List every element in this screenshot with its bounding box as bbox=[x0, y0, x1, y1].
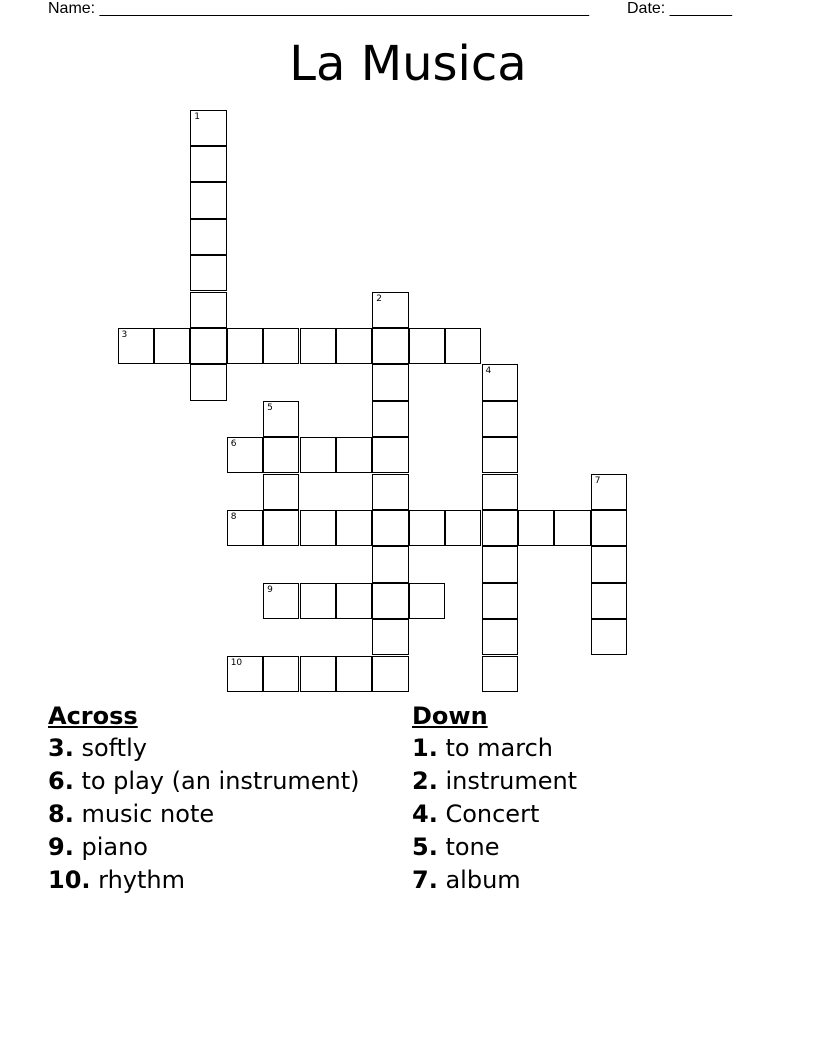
down-clue bbox=[412, 834, 772, 860]
clue-number: 4 bbox=[485, 366, 492, 377]
grid-cell[interactable] bbox=[263, 474, 299, 510]
clue-number-label: 1. bbox=[412, 734, 438, 762]
grid-cell[interactable] bbox=[336, 510, 372, 546]
grid-cell[interactable] bbox=[409, 583, 445, 619]
grid-cell[interactable] bbox=[591, 583, 627, 619]
clue-text: music note bbox=[73, 800, 215, 828]
clue-number: 9 bbox=[267, 584, 273, 595]
grid-cell[interactable] bbox=[372, 474, 408, 510]
clue-number: 3 bbox=[121, 329, 128, 340]
clue-number-label: 2. bbox=[412, 767, 438, 795]
grid-cell[interactable] bbox=[372, 328, 408, 364]
grid-cell[interactable] bbox=[190, 255, 226, 291]
clue-number: 7 bbox=[594, 475, 601, 486]
grid-cell[interactable] bbox=[190, 219, 226, 255]
grid-cell[interactable] bbox=[482, 619, 518, 655]
clue-number: 1 bbox=[194, 111, 201, 122]
grid-cell[interactable] bbox=[227, 656, 263, 692]
down-heading: Down bbox=[412, 702, 488, 730]
grid-cell[interactable] bbox=[336, 656, 372, 692]
clue-number: 5 bbox=[267, 402, 273, 413]
across-clue bbox=[48, 735, 388, 761]
clue-text: album bbox=[437, 866, 521, 894]
grid-cell[interactable] bbox=[227, 437, 263, 473]
grid-cell[interactable] bbox=[482, 437, 518, 473]
clue-text: rhythm bbox=[90, 866, 186, 894]
grid-cell[interactable] bbox=[591, 474, 627, 510]
clue-text: tone bbox=[437, 833, 500, 861]
grid-cell[interactable] bbox=[190, 110, 226, 146]
grid-cell[interactable] bbox=[372, 437, 408, 473]
down-clue bbox=[412, 768, 772, 794]
clue-text: Concert bbox=[437, 800, 540, 828]
clue-text: piano bbox=[73, 833, 148, 861]
grid-cell[interactable] bbox=[190, 182, 226, 218]
grid-cell[interactable] bbox=[482, 546, 518, 582]
grid-cell[interactable] bbox=[409, 510, 445, 546]
grid-cell[interactable] bbox=[336, 583, 372, 619]
grid-cell[interactable] bbox=[300, 510, 336, 546]
grid-cell[interactable] bbox=[482, 583, 518, 619]
grid-cell[interactable] bbox=[190, 146, 226, 182]
across-clue bbox=[48, 801, 388, 827]
grid-cell[interactable] bbox=[482, 510, 518, 546]
clue-text: softly bbox=[73, 734, 147, 762]
clue-text: instrument bbox=[437, 767, 578, 795]
grid-cell[interactable] bbox=[263, 510, 299, 546]
grid-cell[interactable] bbox=[372, 510, 408, 546]
grid-cell[interactable] bbox=[482, 401, 518, 437]
grid-cell[interactable] bbox=[445, 510, 481, 546]
down-clues bbox=[412, 703, 772, 900]
clue-number-label: 5. bbox=[412, 833, 438, 861]
grid-cell[interactable] bbox=[372, 583, 408, 619]
grid-cell[interactable] bbox=[263, 328, 299, 364]
grid-cell[interactable] bbox=[300, 583, 336, 619]
grid-cell[interactable] bbox=[190, 364, 226, 400]
grid-cell[interactable] bbox=[118, 328, 154, 364]
grid-cell[interactable] bbox=[190, 292, 226, 328]
clue-text: to play (an instrument) bbox=[73, 767, 360, 795]
grid-cell[interactable] bbox=[409, 328, 445, 364]
across-clue bbox=[48, 768, 388, 794]
grid-cell[interactable] bbox=[336, 437, 372, 473]
grid-cell[interactable] bbox=[154, 328, 190, 364]
grid-cell[interactable] bbox=[263, 583, 299, 619]
grid-cell[interactable] bbox=[300, 656, 336, 692]
grid-cell[interactable] bbox=[518, 510, 554, 546]
clue-number-label: 7. bbox=[412, 866, 438, 894]
grid-cell[interactable] bbox=[190, 328, 226, 364]
across-clues bbox=[48, 703, 388, 900]
clue-text: to march bbox=[437, 734, 554, 762]
clue-number-label: 4. bbox=[412, 800, 438, 828]
grid-cell[interactable] bbox=[336, 328, 372, 364]
grid-cell[interactable] bbox=[372, 619, 408, 655]
grid-cell[interactable] bbox=[591, 546, 627, 582]
clue-number-label: 3. bbox=[48, 734, 74, 762]
down-clue-list bbox=[412, 735, 772, 893]
down-clue bbox=[412, 735, 772, 761]
grid-cell[interactable] bbox=[300, 437, 336, 473]
clue-number: 8 bbox=[230, 511, 237, 522]
grid-cell[interactable] bbox=[482, 474, 518, 510]
grid-cell[interactable] bbox=[591, 619, 627, 655]
across-heading: Across bbox=[48, 702, 138, 730]
clue-number-label: 10. bbox=[48, 866, 91, 894]
clue-number: 2 bbox=[376, 293, 383, 304]
grid-cell[interactable] bbox=[372, 656, 408, 692]
grid-cell[interactable] bbox=[263, 656, 299, 692]
clue-number-label: 9. bbox=[48, 833, 74, 861]
grid-cell[interactable] bbox=[372, 401, 408, 437]
grid-cell[interactable] bbox=[482, 364, 518, 400]
grid-cell[interactable] bbox=[372, 546, 408, 582]
across-clue-list bbox=[48, 735, 388, 893]
grid-cell[interactable] bbox=[227, 510, 263, 546]
across-clue bbox=[48, 867, 388, 893]
down-clue bbox=[412, 867, 772, 893]
name-line: Name: _______________________________________________________ bbox=[48, 0, 589, 17]
clue-number: 6 bbox=[230, 439, 237, 450]
grid-cell[interactable] bbox=[263, 437, 299, 473]
grid-cell[interactable] bbox=[300, 328, 336, 364]
date-line: Date: _______ bbox=[627, 0, 732, 17]
clue-number-label: 8. bbox=[48, 800, 74, 828]
grid-cell[interactable] bbox=[591, 510, 627, 546]
page-title: La Musica bbox=[289, 36, 527, 92]
grid-cell[interactable] bbox=[263, 401, 299, 437]
grid-cell[interactable] bbox=[372, 292, 408, 328]
grid-cell[interactable] bbox=[554, 510, 590, 546]
grid-cell[interactable] bbox=[372, 364, 408, 400]
clue-number: 10 bbox=[230, 657, 243, 668]
grid-cell[interactable] bbox=[445, 328, 481, 364]
across-clue bbox=[48, 834, 388, 860]
grid-cell[interactable] bbox=[227, 328, 263, 364]
down-clue bbox=[412, 801, 772, 827]
clue-number-label: 6. bbox=[48, 767, 74, 795]
grid-cell[interactable] bbox=[482, 656, 518, 692]
